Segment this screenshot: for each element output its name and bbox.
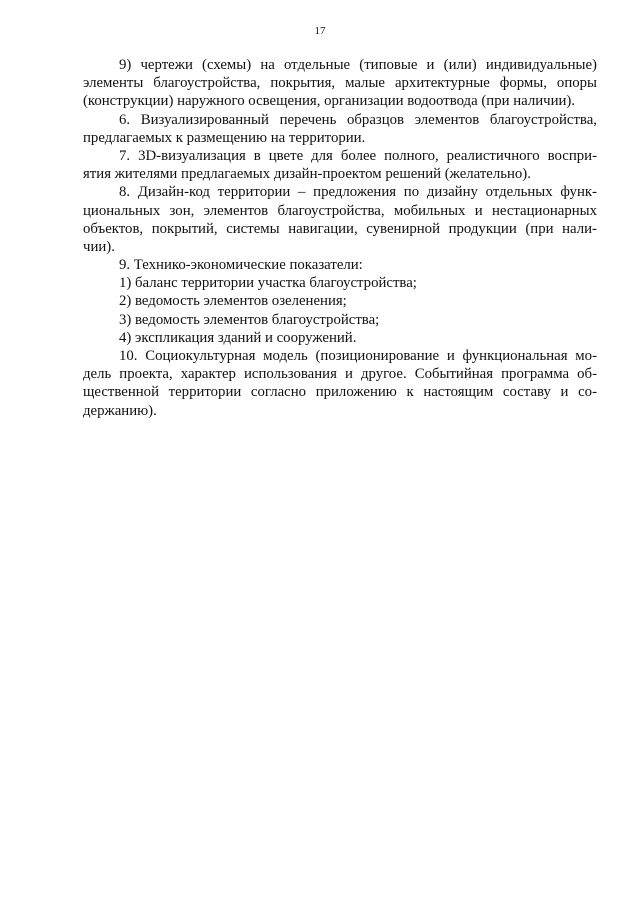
text-line: элементы благоустройства, покрытия, малые архитектурные формы, опоры (83, 75, 597, 92)
text-line: 6. Визуализированный перечень образцов элементов благоустройства, (119, 111, 597, 128)
text-line: (конструкции) наружного освещения, организации водоотвода (при наличии). (83, 93, 576, 110)
list-item (83, 274, 597, 292)
text-line: предлагаемых к размещению на территории. (83, 129, 366, 146)
text-line: дель проекта, характер использования и другое. Событийная программа об- (83, 366, 597, 383)
text-line: 3) ведомость элементов благоустройства; (119, 311, 380, 328)
text-line: щественной территории согласно приложению к настоящим составу и со- (83, 384, 597, 401)
paragraph-item-9-drawings (83, 56, 597, 111)
document-body (83, 56, 597, 420)
text-line: 7. 3D-визуализация в цвете для более полного, реалистичного воспри- (119, 147, 597, 164)
list-item (83, 311, 597, 329)
paragraph-9-indicators (83, 256, 597, 274)
text-line: 2) ведомость элементов озеленения; (119, 293, 347, 310)
paragraph-7-3d-visualization (83, 147, 597, 183)
text-line: чии). (83, 238, 115, 255)
text-line: циональных зон, элементов благоустройства, мобильных и нестационарных (83, 202, 597, 219)
text-line: 10. Социокультурная модель (позиционирование и функциональная мо- (119, 348, 597, 364)
paragraph-10-sociocultural-model (83, 347, 597, 420)
list-item (83, 292, 597, 310)
list-item (83, 329, 597, 347)
page-number: 17 (314, 25, 326, 37)
text-line: 4) экспликация зданий и сооружений. (119, 329, 357, 346)
text-line: 8. Дизайн-код территории – предложения по дизайну отдельных функ- (119, 184, 597, 201)
text-line: 9) чертежи (схемы) на отдельные (типовые и (или) индивидуальные) (119, 57, 597, 73)
paragraph-8-design-code (83, 183, 597, 256)
paragraph-6-visualized-list (83, 111, 597, 147)
text-line: держанию). (83, 402, 157, 419)
text-line: объектов, покрытий, системы навигации, сувенирной продукции (при нали- (83, 220, 597, 237)
text-line: 1) баланс территории участка благоустройства; (119, 275, 417, 292)
text-line: 9. Технико-экономические показатели: (119, 257, 363, 274)
text-line: ятия жителями предлагаемых дизайн-проектом решений (желательно). (83, 166, 531, 183)
